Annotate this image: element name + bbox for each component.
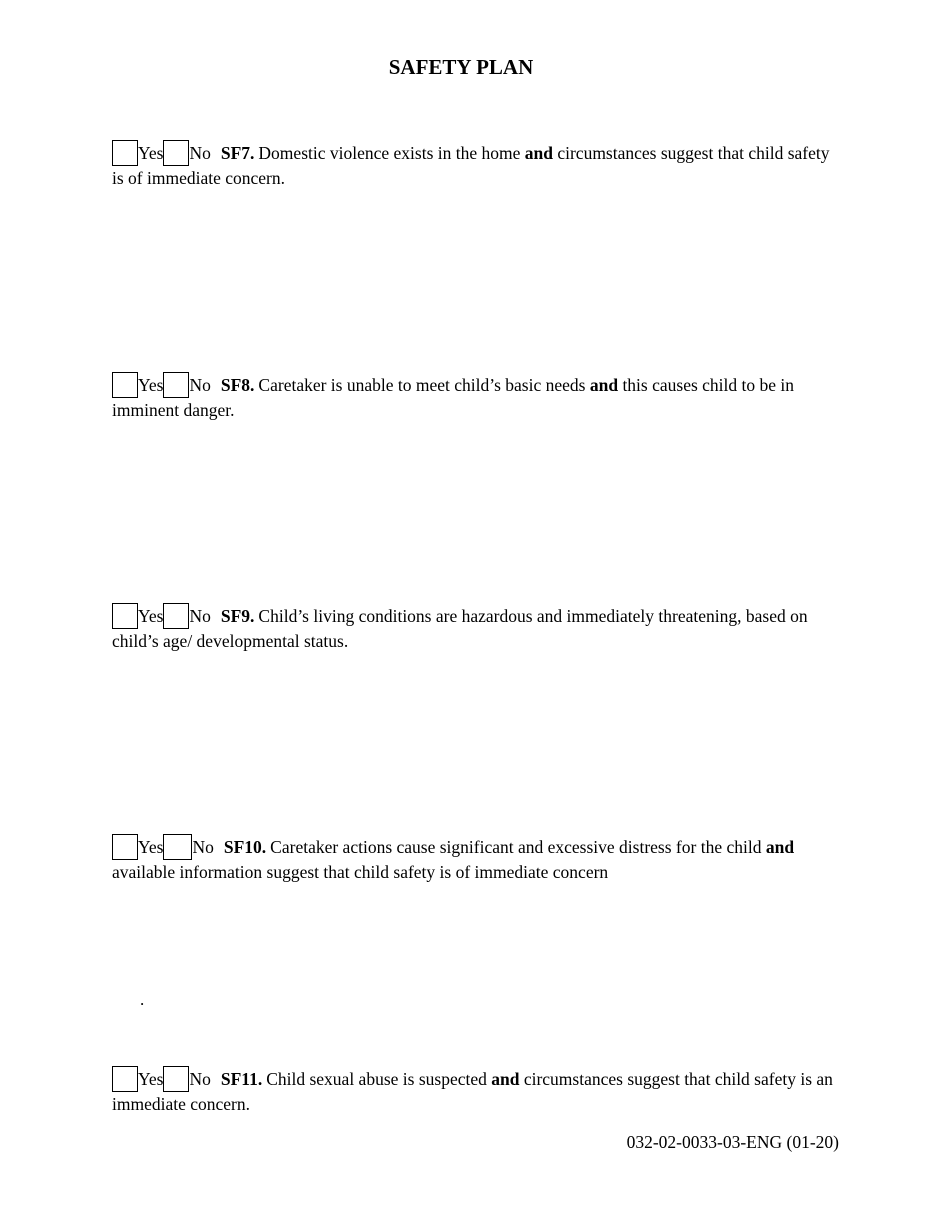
- sf9-no-checkbox[interactable]: [163, 603, 189, 629]
- page-title: SAFETY PLAN: [388, 55, 534, 79]
- factor-text: Child sexual abuse is suspected: [266, 1069, 492, 1089]
- sf7-yes-checkbox[interactable]: [112, 140, 138, 166]
- sf9-yes-checkbox[interactable]: [112, 603, 138, 629]
- factor-text: circumstances suggest that child safety is an immediate concern.: [112, 1069, 833, 1114]
- factor-text: Caretaker is unable to meet child’s basic needs: [258, 375, 590, 395]
- safety-factor-sf8: [112, 372, 842, 422]
- safety-factor-sf11: [112, 1066, 842, 1116]
- no-label: No: [189, 606, 211, 626]
- sf10-no-checkbox[interactable]: [163, 834, 192, 860]
- sf11-yes-checkbox[interactable]: [112, 1066, 138, 1092]
- sf8-yes-checkbox[interactable]: [112, 372, 138, 398]
- yes-label: Yes: [138, 1069, 164, 1089]
- yes-label: Yes: [138, 143, 164, 163]
- yes-label: Yes: [138, 375, 164, 395]
- safety-factor-sf9: [112, 603, 842, 653]
- factor-text-bold: and: [589, 375, 619, 395]
- sf8-no-checkbox[interactable]: [163, 372, 189, 398]
- factor-text: Caretaker actions cause significant and excessive distress for the child: [270, 837, 766, 857]
- factor-text: this causes child to be in imminent danger.: [112, 375, 795, 420]
- safety-factor-sf10: [112, 834, 842, 884]
- no-label: No: [192, 837, 214, 857]
- factor-text: Child’s living conditions are hazardous and immediately threatening, based on child’s age/ developmental status.: [112, 606, 808, 651]
- factor-text-bold: and: [491, 1069, 520, 1089]
- form-number: 032-02-0033-03-ENG (01-20): [626, 1132, 839, 1152]
- factor-code: SF11.: [220, 1069, 263, 1089]
- factor-text: circumstances suggest that child safety is of immediate concern.: [112, 143, 830, 188]
- factor-text-bold: and: [524, 143, 553, 163]
- factor-text: Domestic violence exists in the home: [258, 143, 525, 163]
- yes-label: Yes: [138, 606, 164, 626]
- factor-text: available information suggest that child safety is of immediate concern: [112, 862, 609, 882]
- factor-text-bold: and: [765, 837, 795, 857]
- factor-code: SF9.: [220, 606, 255, 626]
- factor-code: SF7.: [220, 143, 255, 163]
- yes-label: Yes: [138, 837, 164, 857]
- sf11-no-checkbox[interactable]: [163, 1066, 189, 1092]
- no-label: No: [189, 1069, 211, 1089]
- factor-code: SF10.: [223, 837, 267, 857]
- factor-code: SF8.: [220, 375, 255, 395]
- sf10-yes-checkbox[interactable]: [112, 834, 138, 860]
- sf7-no-checkbox[interactable]: [163, 140, 189, 166]
- stray-mark: .: [140, 990, 145, 1009]
- safety-factor-sf7: [112, 140, 842, 190]
- no-label: No: [189, 375, 211, 395]
- no-label: No: [189, 143, 211, 163]
